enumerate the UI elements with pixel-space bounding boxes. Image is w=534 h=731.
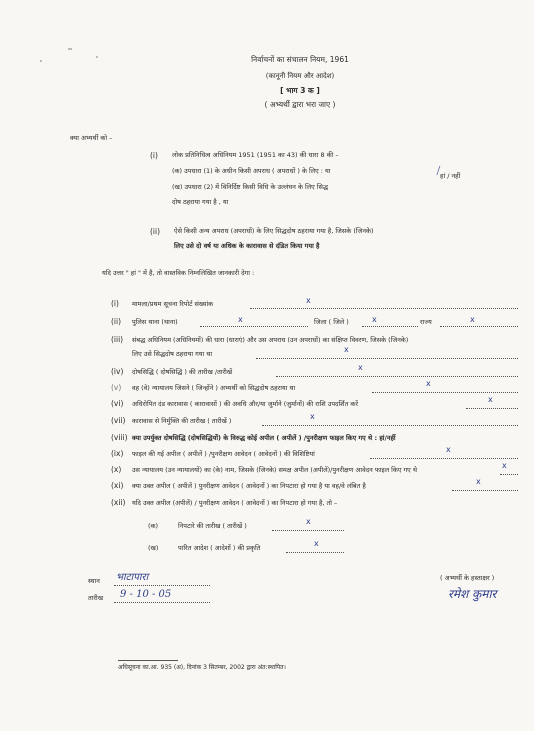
item-ix-cross: x bbox=[446, 445, 451, 454]
place-label: स्थान bbox=[88, 577, 100, 585]
date-label: तारीख bbox=[88, 594, 104, 602]
item-iii-number: (iii) bbox=[111, 335, 124, 344]
item-v-text: वह (वे) न्यायालय जिसने ( जिन्होंने ) अभ्यर्थी को सिद्धदोष ठहराया था bbox=[132, 384, 296, 392]
question-i-line-4: दोष ठहराया गया है , या bbox=[172, 198, 229, 206]
item-iii-fill-line bbox=[256, 358, 518, 359]
item-ii-cross-1: x bbox=[238, 315, 243, 324]
item-x-cross: x bbox=[502, 461, 507, 470]
scan-speck bbox=[40, 60, 42, 62]
item-iii-cross: x bbox=[344, 345, 349, 354]
signature-value: रमेश कुमार bbox=[448, 587, 497, 601]
sub-item-kha-text: पारित आदेश ( आदेशों ) की प्रकृति bbox=[178, 544, 261, 552]
answer-strike-mark: ⁄ bbox=[436, 166, 442, 177]
item-xi-number: (xi) bbox=[111, 481, 124, 490]
sub-item-ka-number: (क) bbox=[148, 522, 159, 530]
sub-item-ka-text: निपटारे की तारीख ( तारीखें ) bbox=[178, 522, 247, 530]
item-x-text: उस न्यायालय (उन न्यायालयों) का (के) नाम, जिसके (जिनके) समक्ष अपील (अपीलें)/पुनरीक्षण आवेदन फाइल किए गए थे bbox=[132, 466, 417, 474]
item-vi-fill-line bbox=[466, 408, 518, 409]
header-line-1: निर्वाचनों का संचालन नियम, 1961 bbox=[251, 55, 349, 64]
item-iv-cross: x bbox=[358, 363, 363, 372]
question-i-number: (i) bbox=[150, 151, 158, 160]
item-xi-fill-line bbox=[452, 490, 518, 491]
item-ix-text: फाइल की गई अपील ( अपीलें ) /पुनरीक्षण आवेदन ( आवेदनों ) की विशिष्टियां bbox=[132, 450, 315, 458]
item-v-cross: x bbox=[426, 379, 431, 388]
footnote-rule bbox=[118, 660, 178, 661]
item-xii-number: (xii) bbox=[111, 498, 126, 507]
item-i-fill-line bbox=[250, 308, 518, 309]
question-i-answer: हां / नहीं bbox=[440, 172, 461, 180]
item-vii-text: कारावास से निर्मुक्ति की तारीख ( तारीखें ) bbox=[132, 417, 232, 425]
item-vii-number: (vii) bbox=[111, 416, 126, 425]
header-line-2: (कानूनी नियम और आदेश) bbox=[265, 72, 335, 80]
conditional-text: यदि उत्तर " हां " में है, तो वास्तविक निम्नलिखित जानकारी देगा : bbox=[102, 269, 255, 277]
item-vii-cross: x bbox=[310, 412, 315, 421]
scan-speck bbox=[68, 48, 72, 50]
item-iv-text: दोषसिद्धि ( दोषसिद्धि ) की तारीख /तारीखें bbox=[132, 368, 233, 376]
item-viii-text: क्या उपर्युक्त दोषसिद्धि (दोषसिद्धियों) के विरुद्ध कोई अपील ( अपीलें ) /पुनरीक्षण फाइल किए गए थे : हां/नहीं bbox=[132, 434, 396, 442]
intro-text: क्या अभ्यर्थी को – bbox=[70, 134, 113, 142]
sub-item-ka-cross: x bbox=[306, 517, 311, 526]
item-viii-number: (viii) bbox=[111, 433, 128, 442]
place-value: भाटापारा bbox=[116, 572, 149, 583]
signature-label: ( अभ्यर्थी के हस्ताक्षर ) bbox=[440, 574, 495, 582]
item-iii-text-2: लिए उसे सिद्धदोष ठहराया गया था bbox=[132, 350, 213, 358]
item-ii-cross-3: x bbox=[470, 315, 475, 324]
question-ii-line-2: लिए उसे दो वर्ष या अधिक के कारावास से दंडित किया गया है bbox=[174, 242, 320, 250]
item-v-fill-line bbox=[372, 392, 518, 393]
item-vi-text: अधिरोपित दंड कारावास ( कारावासों ) की अवधि और/या जुर्माने (जुर्मानों) की राशि उपदर्शित करें bbox=[132, 400, 359, 408]
item-vi-cross: x bbox=[488, 395, 493, 404]
item-vi-number: (vi) bbox=[111, 399, 124, 408]
item-iv-fill-line bbox=[276, 376, 518, 377]
place-fill-line bbox=[114, 585, 210, 586]
item-i-cross: x bbox=[306, 296, 311, 305]
item-xi-text: क्या उक्त अपील ( अपीलें ) पुनरीक्षण आवेदन ( आवेदनों ) का निपटारा हो गया है या वह/वे लंबित है bbox=[132, 482, 366, 490]
question-ii-number: (ii) bbox=[150, 227, 161, 236]
question-i-line-1: लोक प्रतिनिधित्व अधिनियम 1951 (1951 का 43) की धारा 8 की – bbox=[172, 151, 339, 159]
item-iii-text: संबद्ध अधिनियम (अधिनियमों) की धारा (धाराएं) और उस अपराध (उन अपराधों) का संक्षिप्त विवरण, जिसके (जिनके) bbox=[132, 336, 409, 344]
item-xii-text: यदि उक्त अपील (अपीलें) / पुनरीक्षण आवेदन ( आवेदनों ) का निपटारा हो गया है, तो – bbox=[132, 499, 338, 507]
sub-item-kha-number: (ख) bbox=[148, 544, 159, 552]
item-vii-fill-line bbox=[262, 425, 518, 426]
question-ii-line-1: ऐसे किसी अन्य अपराध (अपराधों) के लिए सिद्धदोष ठहराया गया है, जिसके (जिनके) bbox=[174, 227, 374, 235]
item-i-number: (i) bbox=[111, 299, 119, 308]
item-ii-mid-2: राज्य bbox=[420, 318, 432, 326]
footnote-text: अधिसूचना का.आ. 935 (अ), दिनांक 3 सितम्बर, 2002 द्वारा अंत:स्थापित। bbox=[118, 664, 286, 671]
item-ix-number: (ix) bbox=[111, 449, 124, 458]
item-ii-cross-2: x bbox=[372, 315, 377, 324]
date-value: 9 - 10 - 05 bbox=[120, 589, 172, 600]
sub-item-kha-cross: x bbox=[314, 539, 319, 548]
date-fill-line bbox=[114, 602, 210, 603]
item-i-text: मामला/प्रथम सूचना रिपोर्ट संख्यांक bbox=[132, 300, 214, 308]
header-line-3: [ भाग 3 क ] bbox=[280, 86, 320, 95]
item-ii-mid-1: जिला ( जिले ) bbox=[314, 318, 349, 326]
scan-speck bbox=[96, 56, 98, 58]
item-ix-fill-line bbox=[370, 458, 518, 459]
sub-item-kha-fill-line bbox=[286, 552, 344, 553]
question-i-line-2: (क) उपधारा (1) के अधीन किसी अपराध ( अपराधों ) के लिए : या bbox=[172, 167, 331, 175]
item-ii-text: पुलिस थाना (थाना) bbox=[132, 318, 178, 326]
item-x-fill-line bbox=[500, 474, 518, 475]
item-xi-cross: x bbox=[476, 477, 481, 486]
item-ii-fill-line-1 bbox=[200, 326, 308, 327]
item-ii-fill-line-2 bbox=[362, 326, 418, 327]
item-iv-number: (iv) bbox=[111, 367, 124, 376]
item-ii-number: (ii) bbox=[111, 317, 122, 326]
item-v-number: (v) bbox=[111, 383, 122, 392]
item-x-number: (x) bbox=[111, 465, 122, 474]
item-ii-fill-line-3 bbox=[440, 326, 518, 327]
header-line-4: ( अभ्यर्थी द्वारा भरा जाए ) bbox=[264, 100, 336, 109]
question-i-line-3: (ख) उपधारा (2) में विनिर्दिष्ट किसी विधि के उल्लंघन के लिए सिद्ध bbox=[172, 183, 329, 191]
sub-item-ka-fill-line bbox=[272, 530, 344, 531]
